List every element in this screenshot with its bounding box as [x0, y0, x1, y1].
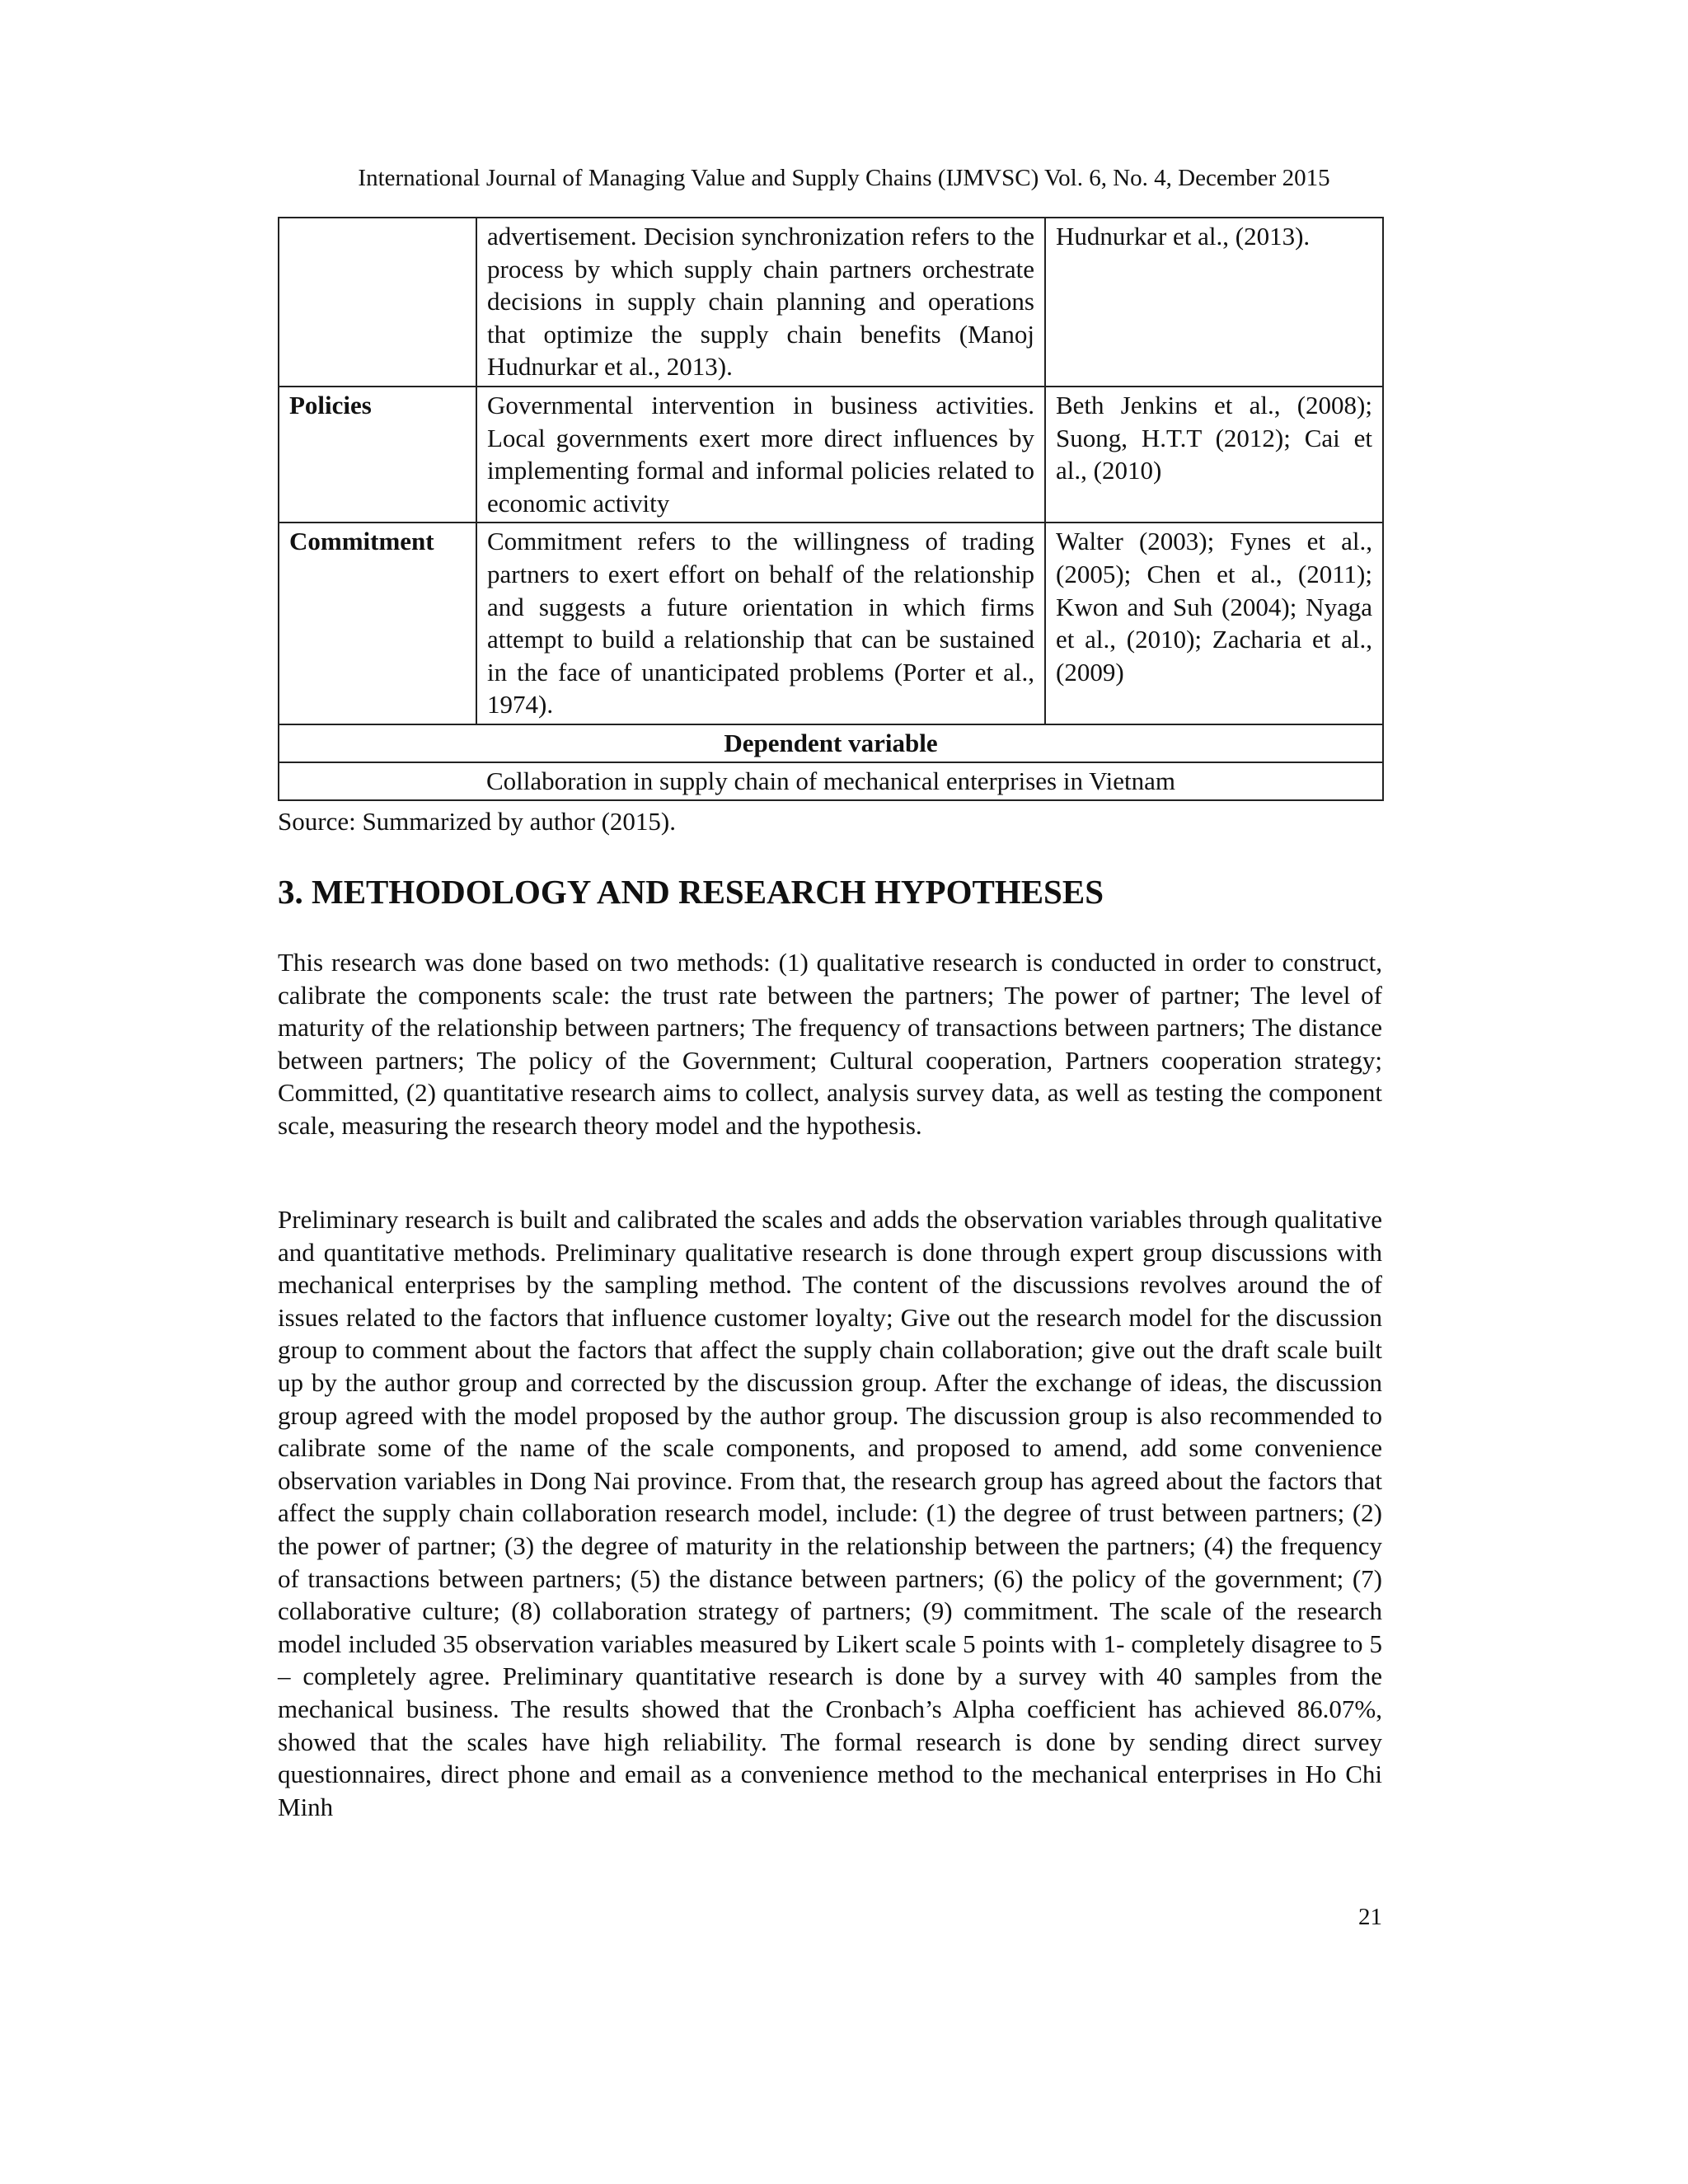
running-head: International Journal of Managing Value and Supply Chains (IJMVSC) Vol. 6, No. 4, December 2015 [358, 165, 1330, 191]
table-row [279, 218, 1383, 387]
dependent-variable-heading: Dependent variable [279, 724, 1383, 762]
body-paragraph: This research was done based on two methods: (1) qualitative research is conducted in order to construct, calibrate the components scale: the trust rate between the partners; The power of partner; The level of maturity of the relationship between partners; The frequency of transactions between partners; The distance between partners; The policy of the Government; Cultural cooperation, Partners cooperation strategy; Committed, (2) quantitative research aims to collect, analysis survey data, as well as testing the component scale, measuring the research theory model and the hypothesis. [278, 948, 1382, 1140]
definition-cell: Governmental intervention in business activities. Local governments exert more direct influences by implementing formal and informal policies related to economic activity [476, 387, 1045, 523]
table-row [279, 523, 1383, 724]
factor-cell: Commitment [279, 523, 476, 724]
sources-cell: Hudnurkar et al., (2013). [1045, 218, 1383, 387]
page-number: 21 [1358, 1904, 1382, 1930]
dependent-variable-cell: Collaboration in supply chain of mechanical enterprises in Vietnam [279, 762, 1383, 800]
body-paragraph: Preliminary research is built and calibrated the scales and adds the observation variables through qualitative and quantitative methods. Preliminary qualitative research is done through expert group discussions with mechanical enterprises by the sampling method. The content of the discussions revolves around the of issues related to the factors that influence customer loyalty; Give out the research model for the discussion group to comment about the factors that affect the supply chain collaboration; give out the draft scale built up by the author group and corrected by the discussion group. After the exchange of ideas, the discussion group agreed with the model proposed by the author group. The discussion group is also recommended to calibrate some of the name of the scale components, and proposed to amend, add some convenience observation variables in Dong Nai province. From that, the research group has agreed about the factors that affect the supply chain collaboration research model, include: (1) the degree of trust between partners; (2) the power of partner; (3) the degree of maturity in the relationship between the partners; (4) the frequency of transactions between partners; (5) the distance between partners; (6) the policy of the government; (7) collaborative culture; (8) collaboration strategy of partners; (9) commitment. The scale of the research model included 35 observation variables measured by Likert scale 5 points with 1- completely disagree to 5 – completely agree. Preliminary quantitative research is done by a survey with 40 samples from the mechanical business. The results showed that the Cronbach’s Alpha coefficient has achieved 86.07%, showed that the scales have high reliability. The formal research is done by sending direct survey questionnaires, direct phone and email as a convenience method to the mechanical enterprises in Ho Chi Minh [278, 1205, 1382, 1821]
factor-cell [279, 218, 476, 387]
sources-cell: Walter (2003); Fynes et al., (2005); Chen et al., (2011); Kwon and Suh (2004); Nyaga et al., (2010); Zacharia et al., (2009) [1045, 523, 1383, 724]
table-row [279, 724, 1383, 762]
sources-cell: Beth Jenkins et al., (2008); Suong, H.T.T (2012); Cai et al., (2010) [1045, 387, 1383, 523]
definition-cell: advertisement. Decision synchronization refers to the process by which supply chain partners orchestrate decisions in supply chain planning and operations that optimize the supply chain benefits (Manoj Hudnurkar et al., 2013). [476, 218, 1045, 387]
table-row [279, 762, 1383, 800]
table-row [279, 387, 1383, 523]
table-source-note: Source: Summarized by author (2015). [278, 807, 676, 836]
section-heading: 3. METHODOLOGY AND RESEARCH HYPOTHESES [278, 873, 1104, 911]
factor-table [278, 217, 1384, 801]
definition-cell: Commitment refers to the willingness of trading partners to exert effort on behalf of the relationship and suggests a future orientation in which firms attempt to build a relationship that can be sustained in the face of unanticipated problems (Porter et al., 1974). [476, 523, 1045, 724]
factor-cell: Policies [279, 387, 476, 523]
